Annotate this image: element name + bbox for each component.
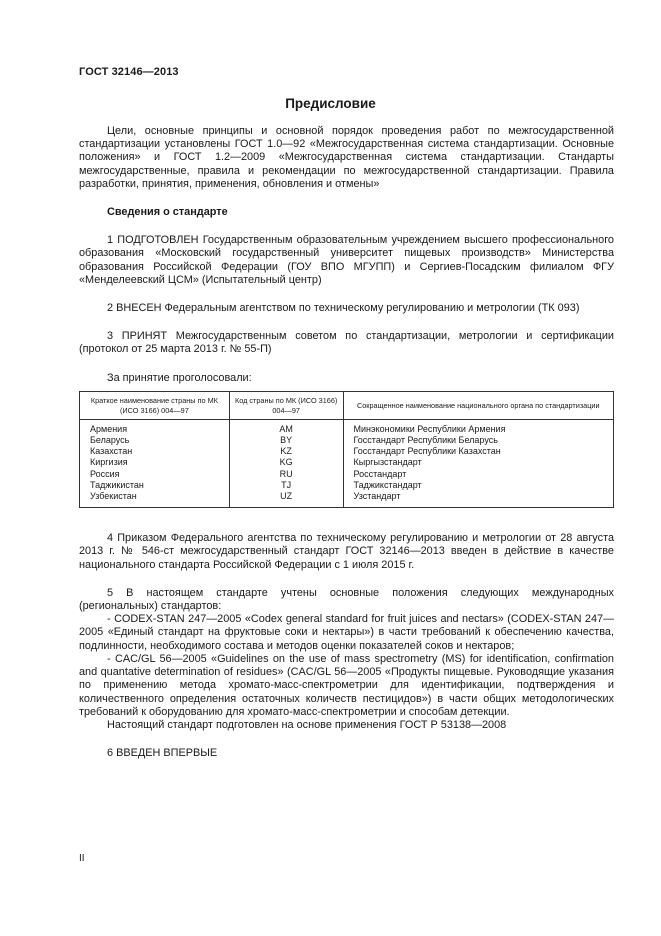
page-title: Предисловие <box>285 96 376 111</box>
table-row <box>80 469 614 480</box>
country-name: Россия <box>80 469 230 480</box>
national-body: Госстандарт Республики Беларусь <box>343 435 613 446</box>
country-code: KZ <box>229 446 343 457</box>
national-body: Госстандарт Республики Казахстан <box>343 446 613 457</box>
item-2-introduced: 2 ВНЕСЕН Федеральным агентством по техническому регулированию и метрологии (ТК 093) <box>107 302 580 315</box>
item-5-cac-gl: - CAC/GL 56—2005 «Guidelines on the use of mass spectrometry (MS) for identification, confirmation and quantative determination of residues» (CAC/GL 56—2005 «Продукты пищевые. Руководящие указания по применению метода хромато-масс-спектрометрии для идентификации, подтверждения и количественного определения остаточных количеств пестицидов») в части общих методологических требований к оборудованию для хромато-масс-спектрометрии и способам детекции. <box>79 652 614 718</box>
country-name: Узбекистан <box>80 491 230 508</box>
item-6-first-introduced: 6 ВВЕДЕН ВПЕРВЫЕ <box>107 747 218 760</box>
country-name: Киргизия <box>80 457 230 468</box>
national-body: Росстандарт <box>343 469 613 480</box>
standard-info-heading: Сведения о стандарте <box>107 206 228 219</box>
national-body: Узстандарт <box>343 491 613 508</box>
country-code: AM <box>229 419 343 435</box>
voting-countries-table <box>79 391 614 508</box>
item-4-enacted: 4 Приказом Федерального агентства по техническому регулированию и метрологии от 28 августа 2013 г. № 546-ст межгосударственный стандарт ГОСТ 32146—2013 введен в действие в качестве национального стандарта Российской Федерации с 1 июля 2015 г. <box>79 532 614 571</box>
national-body: Кыргызстандарт <box>343 457 613 468</box>
document-code-header: ГОСТ 32146—2013 <box>79 66 179 78</box>
country-code: RU <box>229 469 343 480</box>
table-row <box>80 435 614 446</box>
item-3-adopted: 3 ПРИНЯТ Межгосударственным советом по стандартизации, метрологии и сертификации (протокол от 25 марта 2013 г. № 55-П) <box>79 330 614 356</box>
table-row <box>80 480 614 491</box>
country-name: Таджикистан <box>80 480 230 491</box>
country-code: BY <box>229 435 343 446</box>
item-5-basis: Настоящий стандарт подготовлен на основе применения ГОСТ Р 53138—2008 <box>107 718 507 731</box>
intro-paragraph: Цели, основные принципы и основной порядок проведения работ по межгосударственной стандартизации установлены ГОСТ 1.0—92 «Межгосударственная система стандартизации. Основные положения» и ГОСТ 1.2—2009 «Межгосударственная система стандартизации. Стандарты межгосударственные, правила и рекомендации по межгосударственной стандартизации. Правила разработки, принятия, применения, обновления и отмены» <box>79 125 614 190</box>
item-5-codex-stan: - CODEX-STAN 247—2005 «Codex general standard for fruit juices and nectars» (CODEX-STAN 247—2005 «Единый стандарт на фруктовые соки и нектары») в части требований к обеспечению качества, подлинности, необходимого состава и методов оценки показателей соков и нектаров; <box>79 613 614 652</box>
item-1-prepared: 1 ПОДГОТОВЛЕН Государственным образовательным учреждением высшего профессионального образования «Московский государственный университет пищевых производств» Министерства образования Российской Федерации (ГОУ ВПО МГУПП) и Сергиев-Посадским филиалом ФГУ «Менделеевский ЦСМ» (Испытательный центр) <box>79 234 614 286</box>
country-code: TJ <box>229 480 343 491</box>
country-code: UZ <box>229 491 343 508</box>
table-row <box>80 419 614 435</box>
header-country-name: Краткое наименование страны по МК (ИСО 3166) 004—97 <box>80 391 230 419</box>
country-code: KG <box>229 457 343 468</box>
voted-label: За принятие проголосовали: <box>107 371 252 384</box>
table-row <box>80 446 614 457</box>
header-country-code: Код страны по МК (ИСО 3166) 004—97 <box>229 391 343 419</box>
country-name: Беларусь <box>80 435 230 446</box>
country-name: Казахстан <box>80 446 230 457</box>
national-body: Минэкономики Республики Армения <box>343 419 613 435</box>
table-header-row <box>80 391 614 419</box>
country-name: Армения <box>80 419 230 435</box>
page-content <box>79 125 614 760</box>
item-5-considered: 5 В настоящем стандарте учтены основные положения следующих международных (региональных) стандартов: <box>79 586 614 613</box>
table-row <box>80 457 614 468</box>
national-body: Таджикстандарт <box>343 480 613 491</box>
page-number: II <box>79 853 85 864</box>
table-row <box>80 491 614 508</box>
header-national-body: Сокращенное наименование национального органа по стандартизации <box>343 391 613 419</box>
